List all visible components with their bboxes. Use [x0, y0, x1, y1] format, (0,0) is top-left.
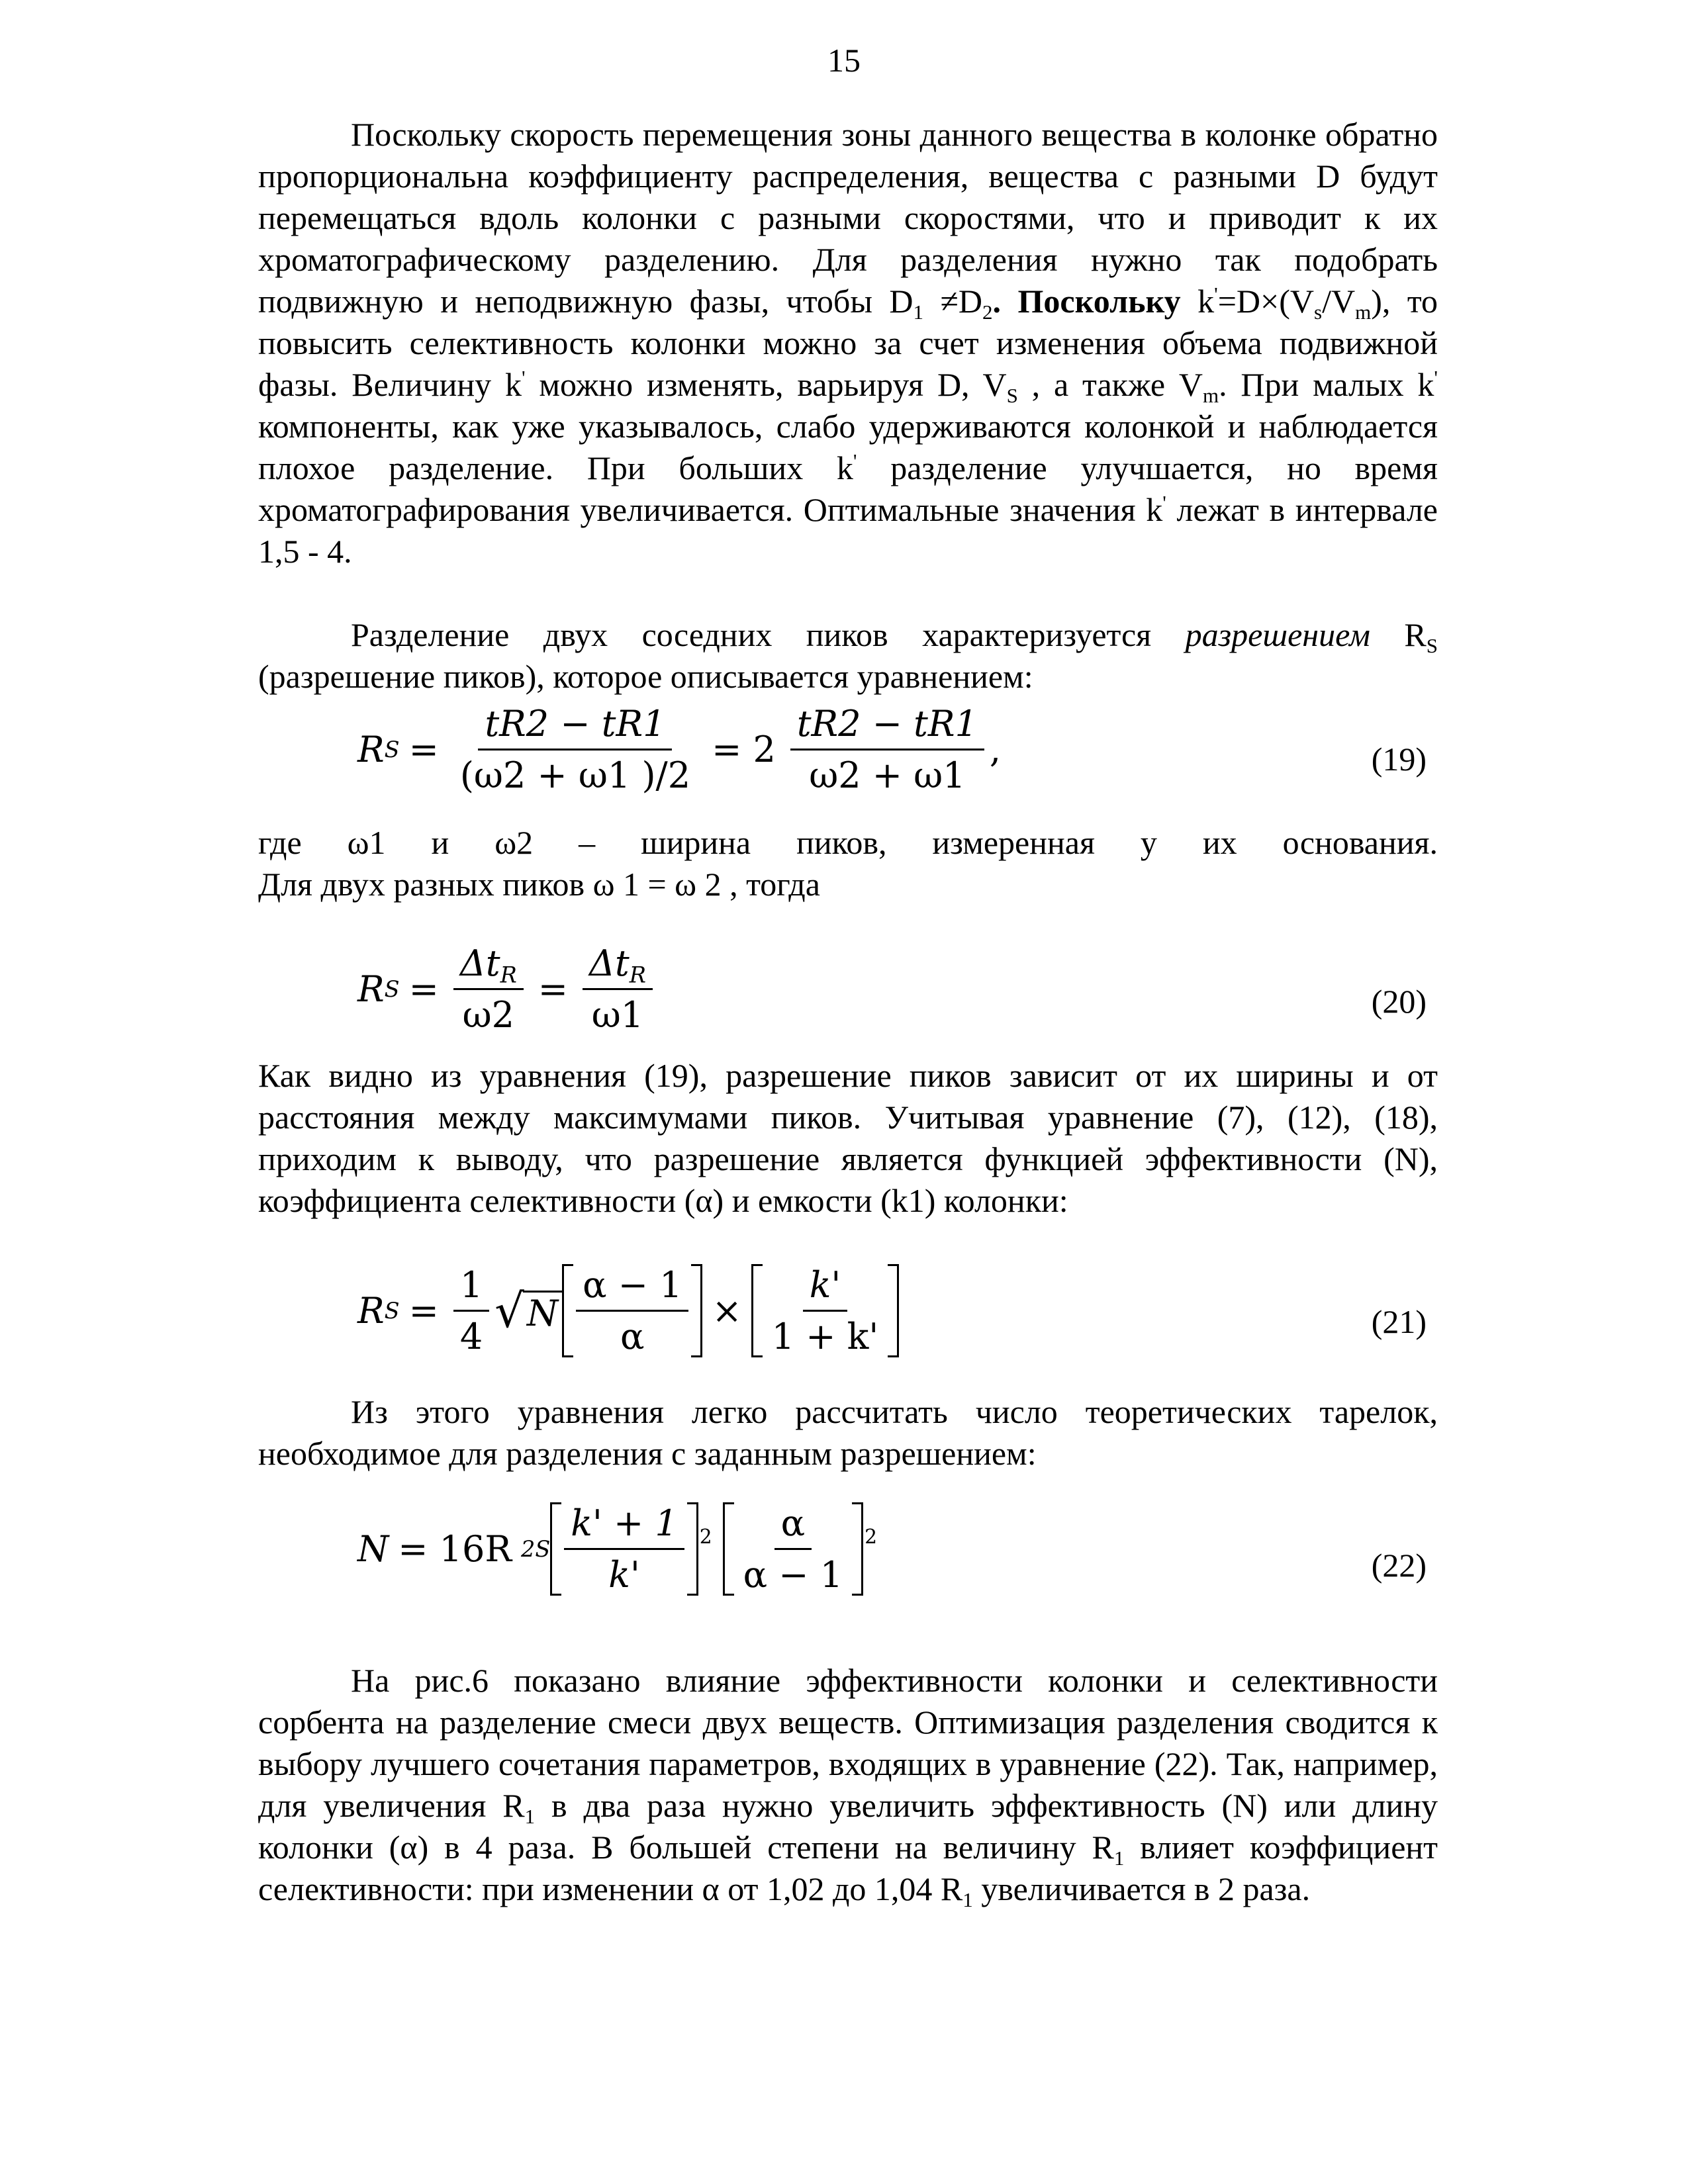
equation-20: R S = $\frac{\Delta t_R}{\omega 2}$ = $\frac{\Delta t_R}{\omega 1}$	[357, 942, 658, 1036]
equation-21-number: (21)	[1371, 1303, 1427, 1340]
page-number: 15	[827, 42, 861, 79]
equation-19-number: (19)	[1371, 741, 1427, 778]
equation-21: R S = $\frac{1}{4}$ √ N $\frac{\alpha - 1}{\alpha}$ × $\frac{k'}{1 + k'}$	[357, 1264, 899, 1357]
equation-20-number: (20)	[1371, 983, 1427, 1020]
equation-22: N = 16R 2 S $\frac{k' + 1}{k'}$ 2 $\frac{\alpha}{\alpha - 1}$ 2	[357, 1502, 877, 1596]
paragraph-6: На рис.6 показано влияние эффективности колонки и селективности сорбента на разделение смеси двух веществ. Оптимизация разделения сводится к выбору лучшего сочетания параметров, входящих в уравнение (22). Так, например, для увеличения $R_1$ в два раза нужно увеличить эффективность (N) или длину колонки (α) в 4 раза. В большей степени на величину $R_1$ влияет коэффициент селективности: при изменении α от 1,02 до 1,04 $R_1$ увеличивается в 2 раза.	[258, 1662, 1438, 1911]
equation-22-number: (22)	[1371, 1547, 1427, 1584]
equation-19: R S = $\frac{tR2 - tR1}{(\omega 2 + \omega 1 )/2}$ = 2 $\frac{tR2 - tR1}{\omega 2 + \omega 1}$ ,	[357, 703, 1002, 796]
paragraph-1: Поскольку скорость перемещения зоны данного вещества в колонке обратно пропорциональна коэффициенту распределения, вещества с разными D будут перемещаться вдоль колонки с разными скоростями, что и приводит к их хроматографическому разделению. Для разделения нужно так подобрать подвижную и неподвижную фазы, чтобы $D_1 \ne D_2$. Поскольку $k'=D\times(V_s/V_m)$, то повысить селективность колонки можно за счет изменения объема подвижной фазы. Величину k' можно изменять, варьируя D, $V_S$ , а также $V_m$. При малых k' компоненты, как уже указывалось, слабо удерживаются колонкой и наблюдается плохое разделение. При больших k' разделение улучшается, но время хроматографирования увеличивается. Оптимальные значения k' лежат в интервале 1,5 - 4.	[258, 116, 1438, 570]
paragraph-2: Разделение двух соседних пиков характеризуется разрешением $R_S$ (разрешение пиков), которое описывается уравнением:	[258, 616, 1438, 695]
paragraph-4: Как видно из уравнения (19), разрешение пиков зависит от их ширины и от расстояния между максимумами пиков. Учитывая уравнение (7), (12), (18), приходим к выводу, что разрешение является функцией эффективности (N), коэффициента селективности (α) и емкости (k1) колонки:	[258, 1057, 1438, 1219]
paragraph-3: где ω1 и ω2 – ширина пиков, измеренная у их основания. Для двух разных пиков ω 1 = ω 2 , тогда	[258, 824, 1438, 903]
paragraph-5: Из этого уравнения легко рассчитать число теоретических тарелок, необходимое для разделения с заданным разрешением:	[258, 1393, 1438, 1472]
